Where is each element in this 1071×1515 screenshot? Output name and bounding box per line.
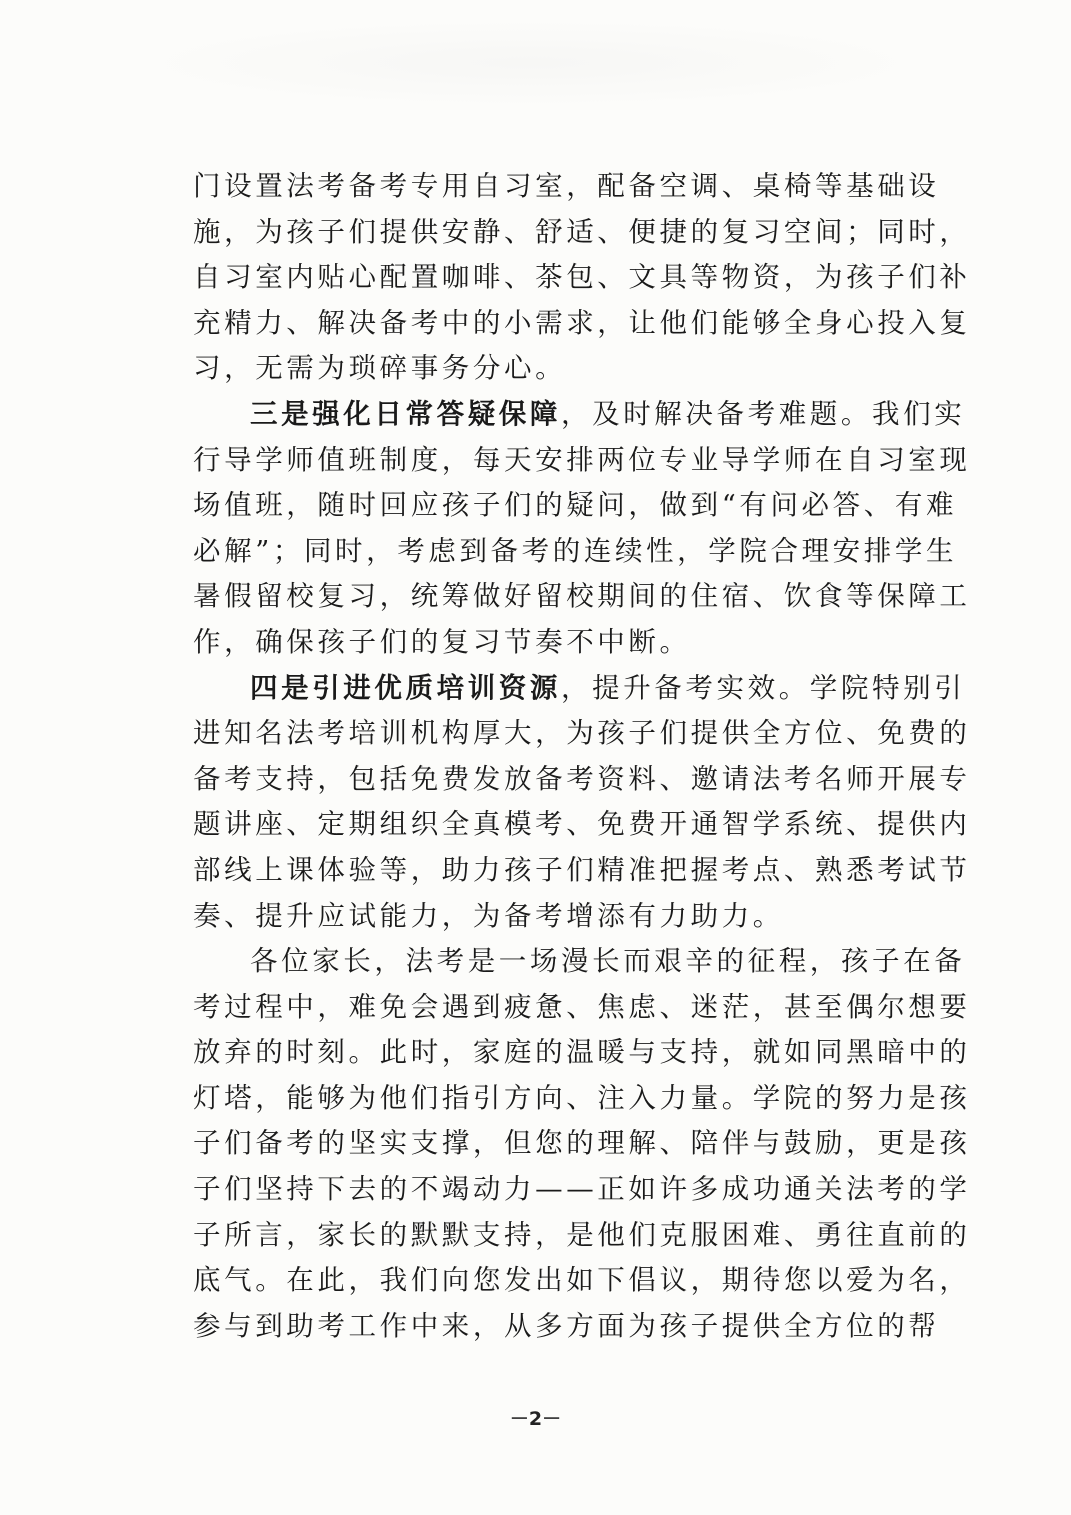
text-line: 备考支持，包括免费发放备考资料、邀请法考名师开展专 xyxy=(193,762,971,795)
text-line: 子们坚持下去的不竭动力——正如许多成功通关法考的学 xyxy=(193,1173,971,1206)
paragraph-start-line: 各位家长，法考是一场漫长而艰辛的征程，孩子在备 xyxy=(250,945,966,978)
section-heading-line xyxy=(193,392,966,438)
text-line: 自习室内贴心配置咖啡、茶包、文具等物资，为孩子们补 xyxy=(193,261,971,294)
section-text: ，提升备考实效。学院特别引 xyxy=(561,671,966,704)
text-line: 部线上课体验等，助力孩子们精准把握考点、熟悉考试节 xyxy=(193,853,971,886)
section-text: ，及时解决备考难题。我们实 xyxy=(561,397,966,430)
text-line: 习，无需为琐碎事务分心。 xyxy=(193,352,567,385)
text-line: 底气。在此，我们向您发出如下倡议，期待您以爱为名， xyxy=(193,1264,971,1297)
section-heading-line xyxy=(193,666,966,712)
text-line: 门设置法考备考专用自习室，配备空调、桌椅等基础设 xyxy=(193,170,940,202)
page-number: －2－ xyxy=(509,1408,562,1430)
text-line: 作，确保孩子们的复习节奏不中断。 xyxy=(193,625,691,658)
text-line: 充精力、解决备考中的小需求，让他们能够全身心投入复 xyxy=(193,306,971,339)
text-line: 必解”；同时，考虑到备考的连续性，学院合理安排学生 xyxy=(193,534,958,567)
scan-artifact xyxy=(120,18,940,108)
text-line: 灯塔，能够为他们指引方向、注入力量。学院的努力是孩 xyxy=(193,1081,971,1114)
text-line: 考过程中，难免会遇到疲惫、焦虑、迷茫，甚至偶尔想要 xyxy=(193,990,971,1023)
text-line: 放弃的时刻。此时，家庭的温暖与支持，就如同黑暗中的 xyxy=(193,1036,971,1069)
text-line: 参与到助考工作中来，从多方面为孩子提供全方位的帮 xyxy=(193,1309,940,1342)
text-line: 行导学师值班制度，每天安排两位专业导学师在自习室现 xyxy=(193,443,971,476)
section-heading-four: 四是引进优质培训资源 xyxy=(250,671,561,704)
text-line: 施，为孩子们提供安静、舒适、便捷的复习空间；同时， xyxy=(193,215,971,248)
text-line: 题讲座、定期组织全真模考、免费开通智学系统、提供内 xyxy=(193,808,971,841)
text-line: 子们备考的坚实支撑，但您的理解、陪伴与鼓励，更是孩 xyxy=(193,1127,971,1160)
section-heading-three: 三是强化日常答疑保障 xyxy=(250,397,561,430)
document-body xyxy=(193,164,971,1349)
text-line: 场值班，随时回应孩子们的疑问，做到“有问必答、有难 xyxy=(193,489,958,522)
text-line: 子所言，家长的默默支持，是他们克服困难、勇往直前的 xyxy=(193,1218,971,1251)
text-line: 奏、提升应试能力，为备考增添有力助力。 xyxy=(193,899,784,932)
text-line: 暑假留校复习，统筹做好留校期间的住宿、饮食等保障工 xyxy=(193,580,971,613)
text-line: 进知名法考培训机构厚大，为孩子们提供全方位、免费的 xyxy=(193,717,971,750)
